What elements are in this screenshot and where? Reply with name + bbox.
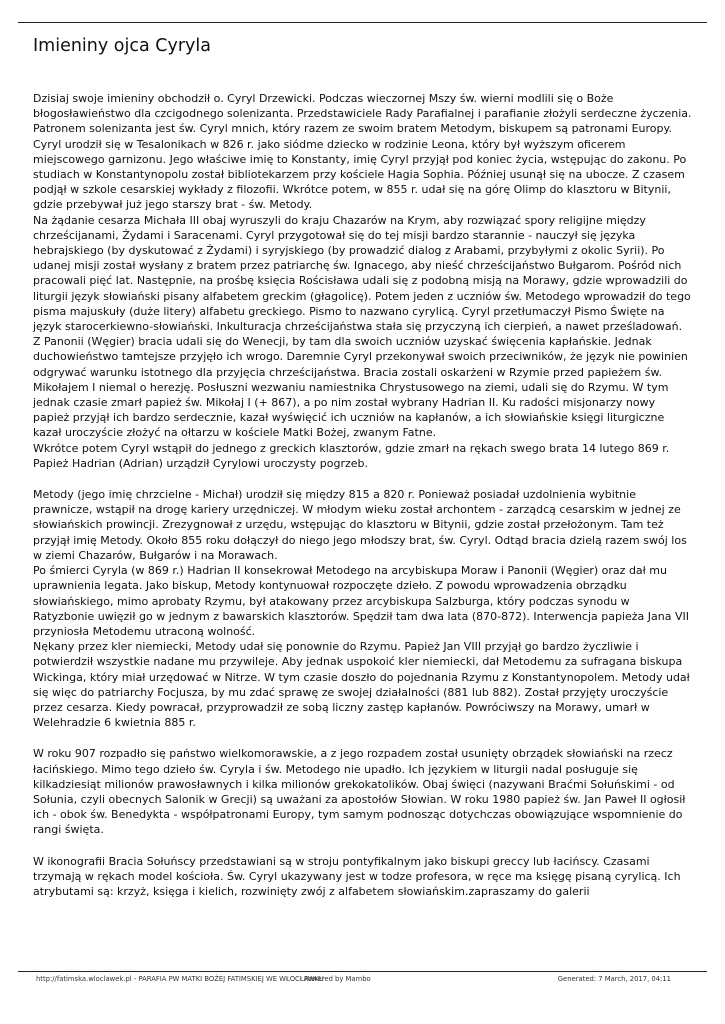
paragraph-metody: Metody (jego imię chrzcielne - Michał) urodził się między 815 a 820 r. Ponieważ posiadał uzdolnienia wybitnie prawnicze, wstąpił na drogę kariery urzędniczej. W młodym wieku został archontem - zarządcą cesarskim w jednej ze słowiańskich prowincji. Zrezygnował z urzędu, wstępując do klasztoru w Bitynii, gdzie został przełożonym. Tam też przyjął imię Metody. Około 855 roku dołączył do niego jego młodszy brat, św. Cyryl. Odtąd bracia dzielą razem swój los w ziemi Chazarów, Bułgarów i na Morawach. Po śmierci Cyryla (w 869 r.) Hadrian II konsekrował Metodego na arcybiskupa Moraw i Panonii (Węgier) oraz dał mu uprawnienia legata. Jako biskup, Metody kontynuował rozpoczęte dzieło. Z powodu wprowadzenia obrządku słowiańskiego, mimo aprobaty Rzymu, był atakowany przez arcybiskupa Salzburga, który podczas synodu w Ratyzbonie uwięził go w jednym z bawarskich klasztorów. Spędził tam dwa lata (870-872). Interwencja papieża Jana VII przyniosła Metodemu utraconą wolność. Nękany przez kler niemiecki, Metody udał się ponownie do Rzymu. Papież Jan VIII przyjął go bardzo życzliwie i potwierdził wszystkie nadane mu przywileje. Aby jednak uspokoić kler niemiecki, dał Metodemu za sufragana biskupa Wickinga, który miał urzędować w Nitrze. W tym czasie doszło do pojednania Rzymu z Konstantynopolem. Metody udał się więc do patriarchy Focjusza, by mu zdać sprawę ze swojej działalności (881 lub 882). Został przyjęty uroczyście przez cesarza. Kiedy powracał, przyprowadził ze sobą liczny zastęp kapłanów. Powróciwszy na Morawy, umarł w Welehradzie 6 kwietnia 885 r. xyxy=(33,488,690,730)
paragraph-gap xyxy=(33,471,693,487)
paragraph-cyryl: Dzisiaj swoje imieniny obchodził o. Cyryl Drzewicki. Podczas wieczornej Mszy św. wierni modlili się o Boże błogosławieństwo dla czcigodnego solenizanta. Przedstawiciele Rady Parafialnej i parafianie złożyli serdeczne życzenia. Patronem solenizanta jest św. Cyryl mnich, który razem ze swoim bratem Metodym, biskupem są patronami Europy. Cyryl urodził się w Tesalonikach w 826 r. jako siódme dziecko w rodzinie Leona, który był wyższym oficerem miejscowego garnizonu. Jego właściwe imię to Konstanty, imię Cyryl przyjął pod koniec życia, wstępując do zakonu. Po studiach w Konstantynopolu został bibliotekarzem przy kościele Hagia Sophia. Później usunął się na ubocze. Z czasem podjął w szkole cesarskiej wykłady z filozofii. Wkrótce potem, w 855 r. udał się na górę Olimp do klasztoru w Bitynii, gdzie przebywał już jego starszy brat - św. Metody. Na żądanie cesarza Michała III obaj wyruszyli do kraju Chazarów na Krym, aby rozwiązać spory religijne między chrześcijanami, Żydami i Saracenami. Cyryl przygotował się do tej misji bardzo starannie - nauczył się języka hebrajskiego (by dyskutować z Żydami) i syryjskiego (by prowadzić dialog z Arabami, przybyłymi z okolic Syrii). Po udanej misji został wysłany z bratem przez patriarchę św. Ignacego, aby nieść chrześcijaństwo Bułgarom. Pośród nich pracowali pięć lat. Następnie, na prośbę księcia Rościsława udali się z podobną misją na Morawy, gdzie wprowadzili do liturgii język słowiański pisany alfabetem greckim (głagolicę). Potem jeden z uczniów św. Metodego wprowadził do tego pisma majuskuły (duże litery) alfabetu greckiego. Pismo to nazwano cyrylicą. Cyryl przetłumaczył Pismo Święte na język starocerkiewno-słowiański. Inkulturacja chrześcijaństwa stała się przyczyną ich cierpień, a nawet prześladowań. Z Panonii (Węgier) bracia udali się do Wenecji, by tam dla swoich uczniów uzyskać święcenia kapłańskie. Jednak duchowieństwo tamtejsze przyjęło ich wrogo. Daremnie Cyryl przekonywał swoich przeciwników, że język nie powinien odgrywać warunku istotnego dla przyjęcia chrześcijaństwa. Bracia zostali oskarżeni w Rzymie przed papieżem św. Mikołajem I niemal o herezję. Posłuszni wezwaniu namiestnika Chrystusowego na ziemi, udali się do Rzymu. W tym jednak czasie zmarł papież św. Mikołaj I (+ 867), a po nim został wybrany Hadrian II. Ku radości misjonarzy nowy papież przyjął ich bardzo serdecznie, kazał wyświęcić ich uczniów na kapłanów, a ich słowiańskie księgi liturgiczne kazał uroczyście złożyć na ołtarzu w kościele Matki Bożej, zwanym Fatne. Wkrótce potem Cyryl wstąpił do jednego z greckich klasztorów, gdzie zmarł na rękach swego brata 14 lutego 869 r. Papież Hadrian (Adrian) urządził Cyrylowi uroczysty pogrzeb. xyxy=(33,92,692,470)
footer-generated-date: Generated: 7 March, 2017, 04:11 xyxy=(557,975,671,983)
page-title: Imieniny ojca Cyryla xyxy=(33,36,211,56)
paragraph-iconography: W ikonografii Bracia Sołuńscy przedstawiani są w stroju pontyfikalnym jako biskupi greccy lub łacińscy. Czasami trzymają w rękach model kościoła. Św. Cyryl ukazywany jest w todze profesora, w ręce ma księgę pisaną cyrylicą. Ich atrybutami są: krzyż, księga i kielich, rozwinięty zwój z alfabetem słowiańskim.zapraszamy do galerii xyxy=(33,854,681,898)
footer-divider xyxy=(18,971,707,972)
paragraph-gap xyxy=(33,838,693,854)
article-body xyxy=(33,91,693,899)
paragraph-gap xyxy=(33,730,693,746)
top-divider xyxy=(18,22,707,23)
footer-site-url[interactable]: http://fatimska.wloclawek.pl - PARAFIA PW MATKI BOŻEJ FATIMSKIEJ WE WŁOCŁAWKU xyxy=(36,975,324,983)
footer-powered-by: Powered by Mambo xyxy=(304,975,371,983)
paragraph-legacy: W roku 907 rozpadło się państwo wielkomorawskie, a z jego rozpadem został usunięty obrządek słowiański na rzecz łacińskiego. Mimo tego dzieło św. Cyryla i św. Metodego nie upadło. Ich językiem w liturgii nadal posługuje się kilkadziesiąt milionów prawosławnych i kilka milionów grekokatolików. Obaj święci (nazywani Braćmi Sołuńskimi - od Sołunia, czyli obecnych Salonik w Grecji) są uważani za apostołów Słowian. W roku 1980 papież św. Jan Paweł II ogłosił ich - obok św. Benedykta - współpatronami Europy, tym samym podnosząc dotychczas obowiązujące wspomnienie do rangi święta. xyxy=(33,747,686,837)
